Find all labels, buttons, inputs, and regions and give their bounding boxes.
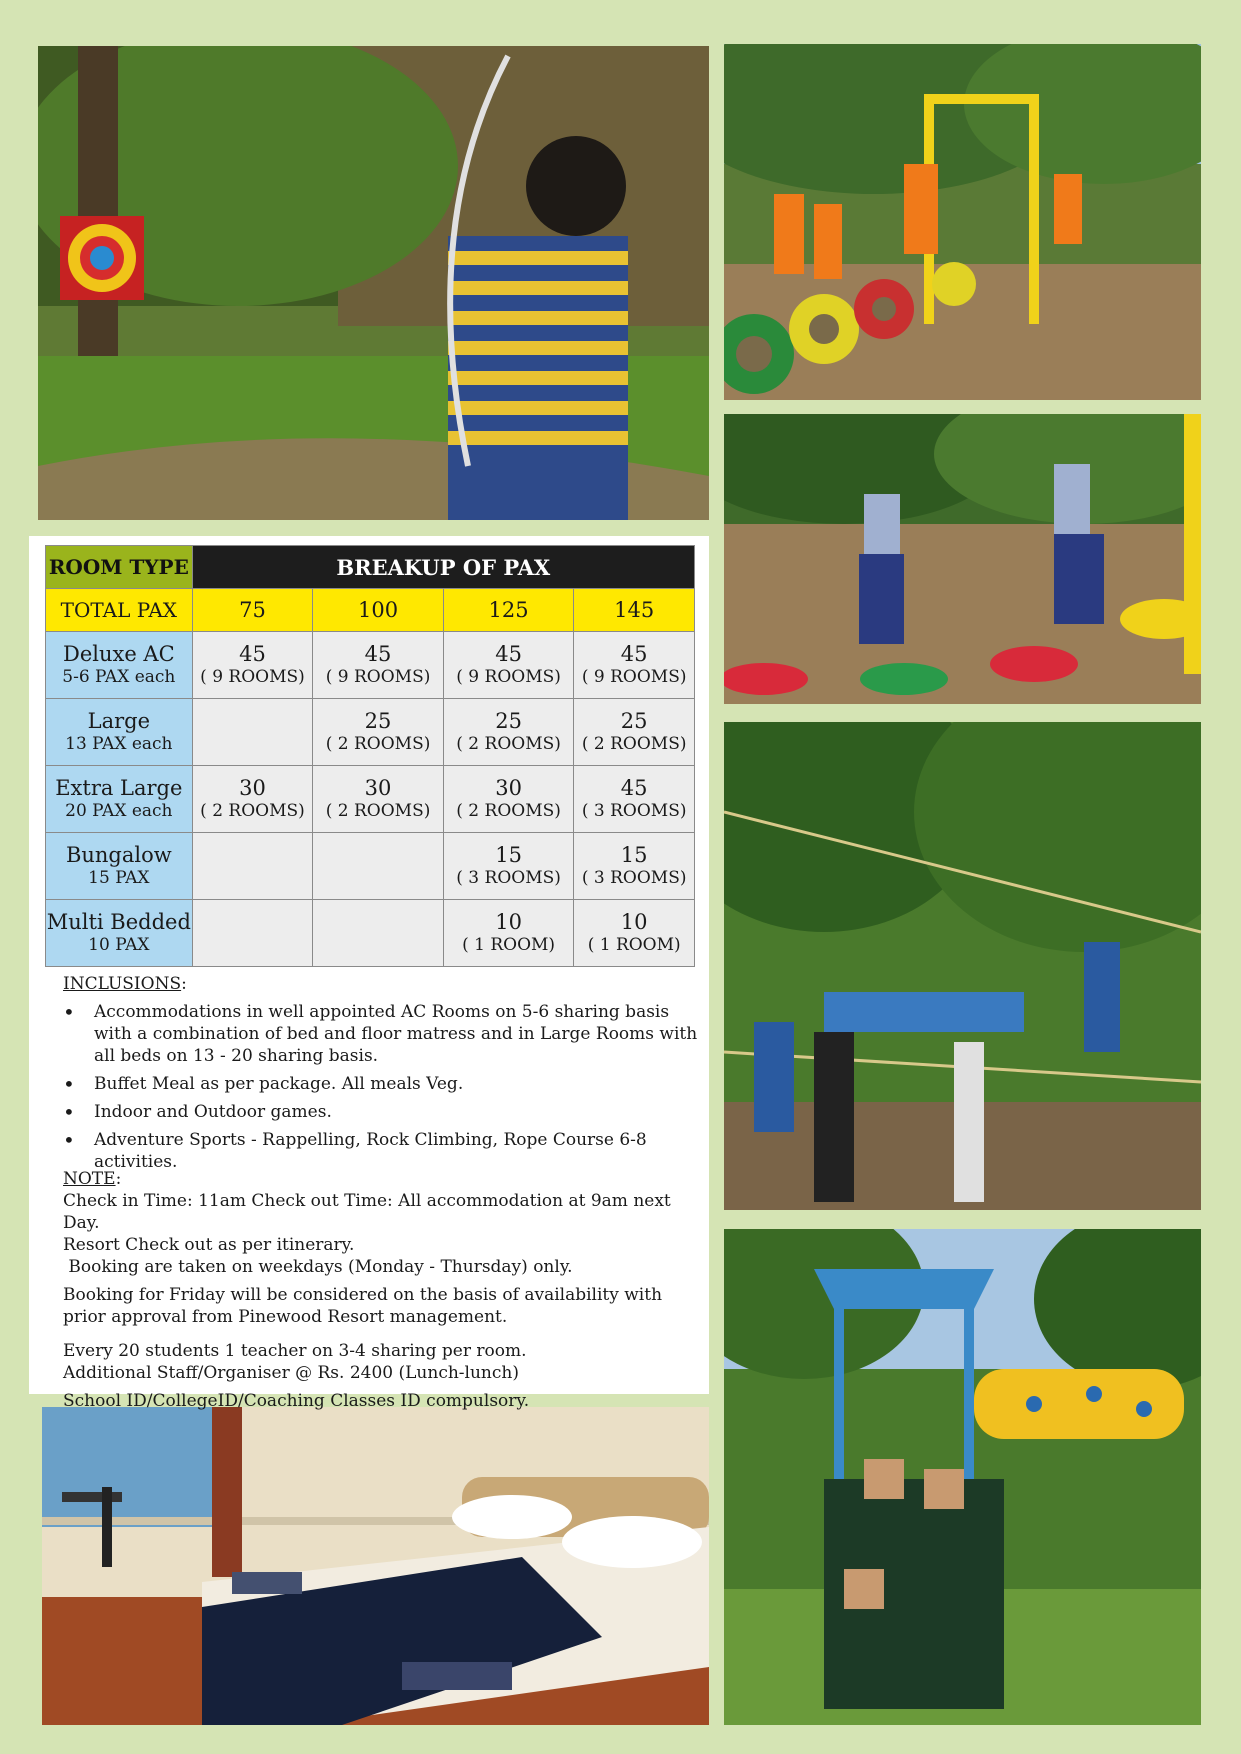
room-type-name: Bungalow: [65, 843, 172, 867]
inclusions-list: [63, 1001, 713, 1173]
room-type-cell: [46, 833, 193, 900]
room-count: ( 2 ROOMS): [200, 801, 305, 821]
room-type-capacity: 13 PAX each: [65, 734, 173, 754]
room-count: ( 9 ROOMS): [581, 667, 687, 687]
pax-count: 45: [495, 642, 522, 666]
note-checkin: Check in Time: 11am Check out Time: All accommodation at 9am next Day.: [63, 1191, 671, 1233]
room-count: ( 2 ROOMS): [325, 734, 431, 754]
room-type-cell: [46, 632, 193, 699]
room-type-name: Deluxe AC: [62, 642, 175, 666]
room-count: ( 2 ROOMS): [581, 734, 687, 754]
breakup-header: BREAKUP OF PAX: [192, 546, 694, 589]
pax-cell: [574, 900, 695, 967]
pax-count: 45: [364, 642, 392, 666]
room-count: ( 9 ROOMS): [456, 667, 561, 687]
note-checkout: Resort Check out as per itinerary.: [63, 1235, 355, 1255]
room-type-cell: [46, 766, 193, 833]
pax-count: 45: [239, 642, 266, 666]
inclusions-section: [63, 973, 713, 1179]
note-heading-line: NOTE:: [63, 1169, 122, 1189]
note-weekdays: Booking are taken on weekdays (Monday - Thursday) only.: [63, 1257, 573, 1277]
room-type-header: ROOM TYPE: [46, 546, 193, 589]
room-count: ( 1 ROOM): [587, 935, 681, 955]
pax-count: 45: [620, 776, 648, 800]
pax-cell: [192, 766, 313, 833]
list-item: • Adventure Sports - Rappelling, Rock Climbing, Rope Course 6-8 activities.: [63, 1129, 713, 1173]
pax-cell: [313, 833, 444, 900]
pax-count: 10: [620, 910, 648, 934]
tyre-course-photo: [724, 44, 1201, 400]
total-pax-value: 75: [192, 589, 313, 632]
room-count: ( 3 ROOMS): [581, 868, 687, 888]
pax-cell: [313, 632, 444, 699]
pax-cell: [192, 632, 313, 699]
room-type-capacity: 10 PAX: [88, 935, 150, 955]
pax-count: 15: [620, 843, 648, 867]
pax-cell: [574, 632, 695, 699]
table-row: [46, 833, 695, 900]
room-count: ( 3 ROOMS): [581, 801, 687, 821]
room-type-cell: [46, 900, 193, 967]
note-heading: NOTE: [63, 1169, 116, 1189]
room-type-capacity: 5-6 PAX each: [62, 667, 176, 687]
pax-cell: [313, 766, 444, 833]
total-pax-value: 145: [574, 589, 695, 632]
pax-cell: [192, 900, 313, 967]
note-section: [63, 1168, 683, 1412]
pax-cell: [192, 833, 313, 900]
table-row: [46, 699, 695, 766]
pax-cell: [443, 766, 574, 833]
note-id-required: School ID/CollegeID/Coaching Classes ID compulsory.: [63, 1391, 530, 1411]
total-pax-label: TOTAL PAX: [46, 589, 193, 632]
total-pax-value: 100: [313, 589, 444, 632]
note-teachers: Every 20 students 1 teacher on 3-4 sharing per room. Additional Staff/Organiser @ Rs. 2400 (Lunch-lunch): [63, 1341, 527, 1383]
pax-count: 45: [620, 642, 648, 666]
inclusions-heading-line: INCLUSIONS:: [63, 974, 187, 994]
pax-cell: [313, 900, 444, 967]
list-item: • Buffet Meal as per package. All meals Veg.: [63, 1073, 713, 1095]
pax-count: 30: [364, 776, 392, 800]
pax-cell: [443, 632, 574, 699]
list-item: • Accommodations in well appointed AC Rooms on 5-6 sharing basis with a combination of bed and floor matress and in Large Rooms with all beds on 13 - 20 sharing basis.: [63, 1001, 709, 1067]
note-friday: Booking for Friday will be considered on the basis of availability with prior approval from Pinewood Resort management.: [63, 1285, 663, 1327]
room-count: ( 2 ROOMS): [456, 734, 561, 754]
pax-count: 15: [495, 843, 522, 867]
pax-cell: [574, 833, 695, 900]
total-pax-row: [46, 589, 695, 632]
list-item: • Indoor and Outdoor games.: [63, 1101, 713, 1123]
pax-cell: [192, 699, 313, 766]
table-row: [46, 766, 695, 833]
room-count: ( 1 ROOM): [462, 935, 556, 955]
pax-count: 30: [495, 776, 522, 800]
room-count: ( 9 ROOMS): [325, 667, 431, 687]
pax-count: 25: [620, 709, 648, 733]
pax-count: 25: [495, 709, 522, 733]
pax-cell: [574, 766, 695, 833]
pax-count: 10: [495, 910, 522, 934]
stepping-stones-photo: [724, 414, 1201, 704]
table-row: [46, 900, 695, 967]
room-type-capacity: 15 PAX: [88, 868, 150, 888]
room-type-capacity: 20 PAX each: [65, 801, 173, 821]
room-type-cell: [46, 699, 193, 766]
room-count: ( 2 ROOMS): [456, 801, 561, 821]
playground-group-photo: [724, 1229, 1201, 1725]
room-count: ( 2 ROOMS): [325, 801, 431, 821]
room-count: ( 3 ROOMS): [456, 868, 561, 888]
pax-count: 30: [239, 776, 266, 800]
pax-count: 25: [364, 709, 392, 733]
pax-cell: [443, 833, 574, 900]
bedroom-photo: [42, 1407, 709, 1725]
room-type-name: Multi Bedded: [46, 910, 191, 934]
inclusions-heading: INCLUSIONS: [63, 974, 182, 994]
pax-cell: [443, 699, 574, 766]
table-header-row: [46, 546, 695, 589]
room-pax-table: [45, 545, 695, 967]
pax-cell: [443, 900, 574, 967]
table-row: [46, 632, 695, 699]
pax-cell: [574, 699, 695, 766]
room-count: ( 9 ROOMS): [200, 667, 305, 687]
pax-cell: [313, 699, 444, 766]
archery-photo: [38, 46, 709, 520]
room-type-name: Extra Large: [55, 776, 183, 800]
total-pax-value: 125: [443, 589, 574, 632]
room-type-name: Large: [87, 709, 151, 733]
rope-course-photo: [724, 722, 1201, 1210]
